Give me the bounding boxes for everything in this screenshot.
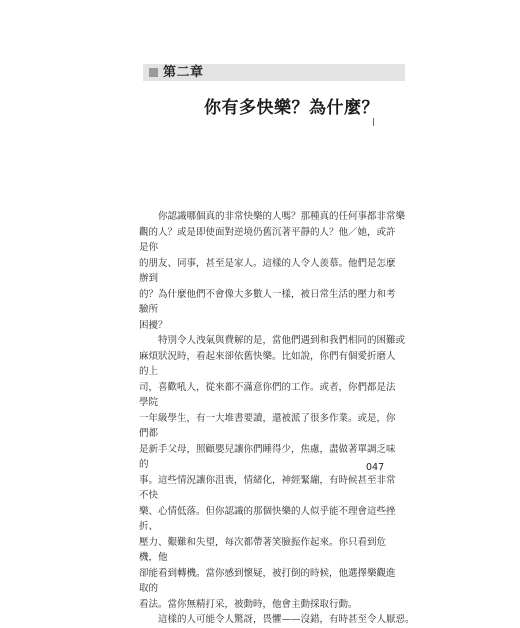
paragraph-1 bbox=[139, 209, 406, 225]
text-line: 的？為什麼他們不會像大多數人一樣，被日常生活的壓力和考驗所 bbox=[139, 288, 396, 315]
text-line: 卻能看到轉機。當你感到懷疑，被打倒的時候，他選擇樂觀進取的 bbox=[139, 567, 396, 594]
text-line: 事。這些情況讓你沮喪，情緒化，神經緊繃，有時候甚至非常不快 bbox=[139, 474, 396, 501]
text-line: 一年級學生，有一大堆書要讀，還被派了很多作業。或是，你們都 bbox=[139, 412, 396, 439]
paragraph-1-continued bbox=[139, 225, 401, 334]
text-line: 觀的人？或是即使面對逆境仍舊沉著平靜的人？他／她，或許是你 bbox=[139, 226, 396, 253]
text-line: 司，喜歡吼人，從來都不滿意你們的工作。或者，你們都是法學院 bbox=[139, 381, 396, 408]
text-line: 是新手父母，照顧嬰兒讓你們睡得少，焦慮，盡做著單調乏味的 bbox=[139, 443, 396, 470]
body-text bbox=[139, 209, 415, 628]
text-line: 樂、心情低落。但你認識的那個快樂的人似乎能不理會這些挫折、 bbox=[139, 505, 396, 532]
page-number: 047 bbox=[366, 462, 385, 473]
text-line: 特別令人洩氣與費解的是，當他們遇到和我們相同的困難或 bbox=[158, 335, 406, 346]
chapter-marker-square bbox=[149, 68, 158, 77]
text-line: 困擾？ bbox=[139, 319, 168, 331]
text-line: 麻煩狀況時，看起來卻依舊快樂。比如說，你們有個愛折磨人的上 bbox=[139, 350, 396, 377]
text-line: 你認識哪個真的非常快樂的人嗎？那種真的任何事都非常樂 bbox=[158, 211, 406, 222]
text-line: 這樣的人可能令人驚訝，畏懼——沒錯，有時甚至令人厭惡。 bbox=[158, 614, 415, 625]
text-line: 壓力、艱難和失望，每次都帶著笑臉振作起來。你只看到危機，他 bbox=[139, 536, 387, 563]
paragraph-3 bbox=[139, 612, 415, 628]
chapter-title: 你有多快樂？為什麼？ bbox=[204, 98, 379, 118]
chapter-label: 第二章 bbox=[163, 65, 204, 80]
title-rule bbox=[373, 118, 374, 126]
text-line: 看法。當你無精打采，被動時，他會主動採取行動。 bbox=[139, 598, 358, 610]
paragraph-2-continued bbox=[139, 349, 401, 613]
paragraph-2 bbox=[139, 333, 406, 349]
text-line: 的朋友、同事，甚至是家人。這樣的人令人羨慕。他們是怎麼辦到 bbox=[139, 257, 396, 284]
chapter-header-bar bbox=[143, 64, 405, 81]
